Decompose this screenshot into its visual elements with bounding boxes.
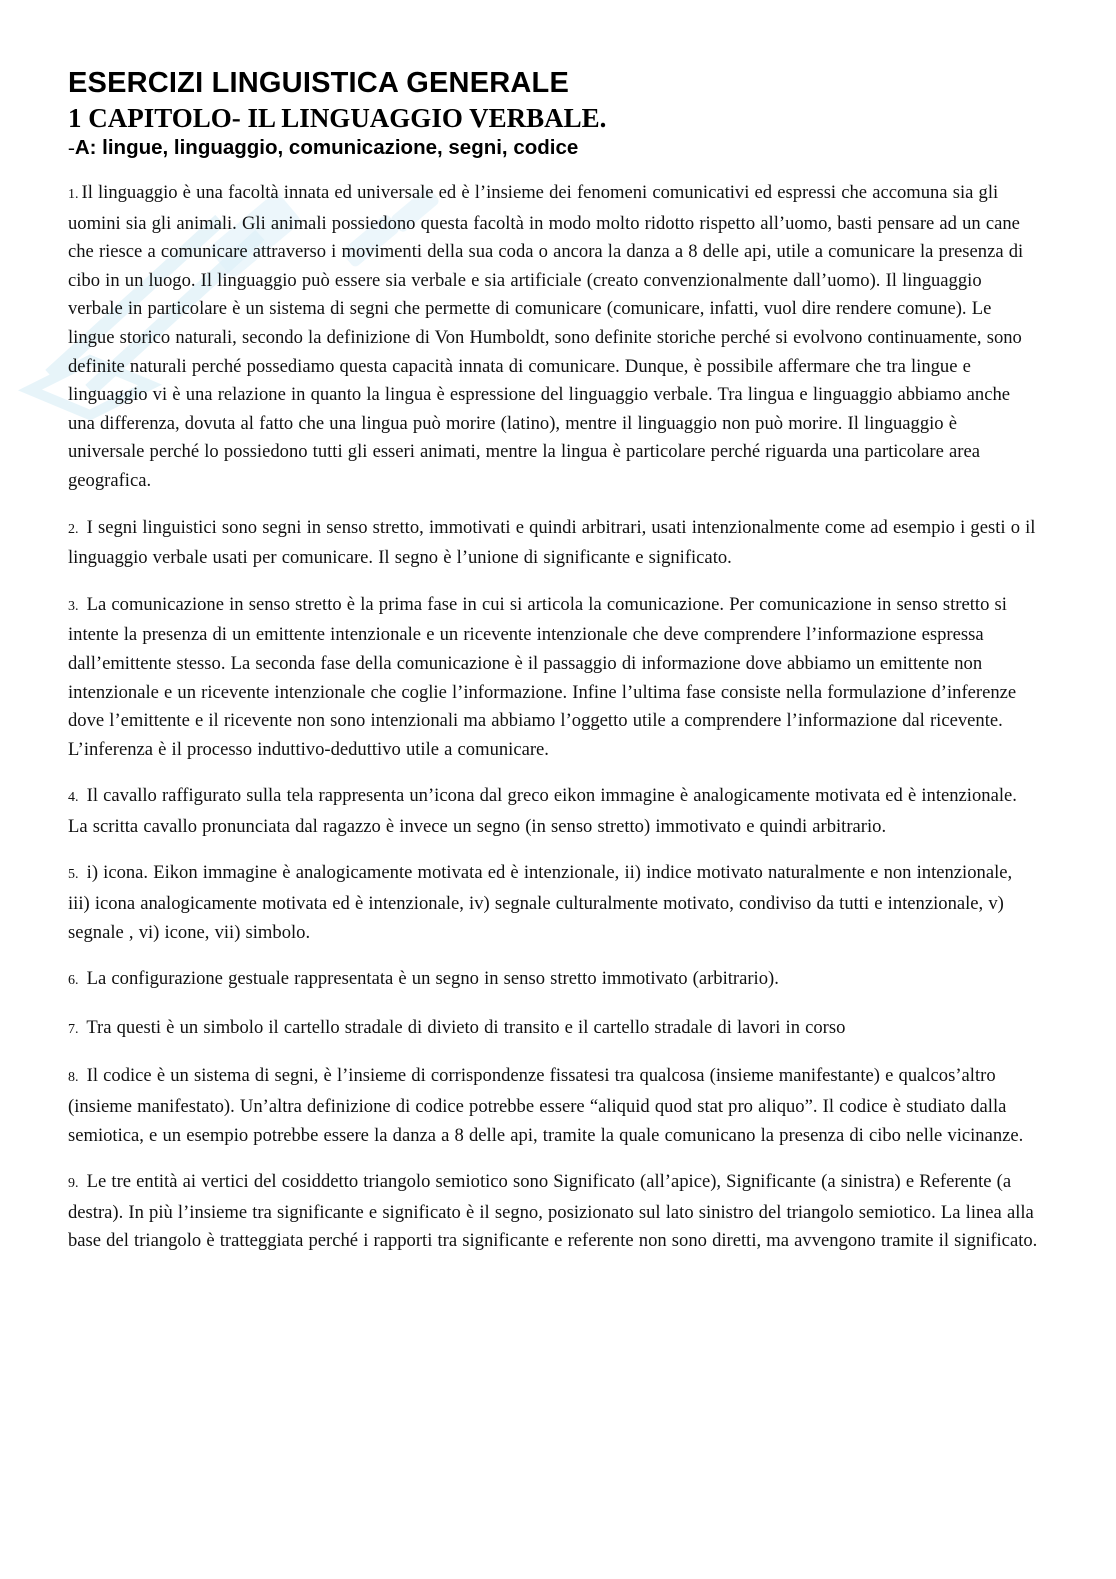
answer-number: 7.: [68, 1021, 79, 1037]
answer-number: 3.: [68, 598, 79, 614]
answer-number: 8.: [68, 1070, 79, 1086]
section-title: [68, 134, 1038, 162]
answer-paragraph: [68, 1014, 1038, 1045]
answer-number: 1.: [68, 187, 79, 202]
answer-text: Le tre entità ai vertici del cosiddetto triangolo semiotico sono Significato (all’apice), Significante (a sinistra) e Referente (a destra). In più l’insieme tra significante e significato è il segno, posizionato sul lato sinistro del triangolo semiotico. La linea alla base del triangolo è tratteggiata perché i rapporti tra significante e referente non sono diretti, ma avvengono tramite il significato.: [68, 1171, 1038, 1252]
chapter-title: 1 CAPITOLO- IL LINGUAGGIO VERBALE.: [68, 103, 607, 133]
answer-text: Il linguaggio è una facoltà innata ed universale ed è l’insieme dei fenomeni comunicativi ed espressi che accomuna sia gli uomini sia gli animali. Gli animali possiedono questa facoltà in modo molto ridotto rispetto all’uomo, basti pensare ad un cane che riesce a comunicare attraverso i movimenti della sua coda o ancora la danza a 8 delle api, utile a comunicare la presenza di cibo in un luogo. Il linguaggio può essere sia verbale e sia artificiale (creato convenzionalmente dall’uomo). Il linguaggio verbale in particolare è un sistema di segni che permette di comunicare (comunicare, infatti, vuol dire rendere comune). Le lingue storico naturali, secondo la definizione di Von Humboldt, sono definite storiche perché si evolvono continuamente, sono definite naturali perché possediamo questa capacità innata di comunicare. Dunque, è possibile affermare che tra lingue e linguaggio vi è una relazione in quanto la lingua è espressione del linguaggio verbale. Tra lingua e linguaggio abbiamo anche una differenza, dovuta al fatto che una lingua può morire (latino), mentre il linguaggio non può morire. Il linguaggio è universale perché lo possiedono tutti gli esseri animati, mentre la lingua è particolare perché riguarda una particolare area geografica.: [68, 182, 1024, 491]
answer-number: 4.: [68, 790, 79, 806]
answer-paragraph: [68, 965, 1038, 996]
answer-paragraph: [68, 1062, 1038, 1150]
answer-text: La comunicazione in senso stretto è la prima fase in cui si articola la comunicazione. Per comunicazione in senso stretto si intente la presenza di un emittente intenzionale e un ricevente intenzionale che deve comprendere l’informazione espressa dall’emittente stesso. La seconda fase della comunicazione è il passaggio di informazione dove abbiamo un emittente non intenzionale e un ricevente intenzionale che coglie l’informazione. Infine l’ultima fase consiste nella formulazione d’inferenze dove l’emittente e il ricevente non sono intenzionali ma abbiamo l’oggetto utile a comprendere l’informazione dal ricevente. L’inferenza è il processo induttivo-deduttivo utile a comunicare.: [68, 593, 1017, 760]
answer-paragraph: [68, 179, 1038, 496]
document-body: [68, 66, 1038, 1274]
answer-text: La configurazione gestuale rappresentata è un segno in senso stretto immotivato (arbitrario).: [86, 968, 779, 990]
answer-text: I segni linguistici sono segni in senso stretto, immotivati e quindi arbitrari, usati intenzionalmente come ad esempio i gesti o il linguaggio verbale usati per comunicare. Il segno è l’unione di significante e significato.: [68, 516, 1036, 569]
answer-number: 2.: [68, 521, 79, 537]
answer-number: 6.: [68, 973, 79, 989]
section-title-text: A: lingue, linguaggio, comunicazione, segni, codice: [74, 136, 579, 159]
answer-text: Tra questi è un simbolo il cartello stradale di divieto di transito e il cartello stradale di lavori in corso: [86, 1016, 846, 1038]
answer-paragraph: [68, 859, 1038, 947]
answer-paragraph: [68, 1168, 1038, 1256]
answer-paragraph: [68, 591, 1038, 765]
answer-paragraph: [68, 782, 1038, 841]
answer-number: 5.: [68, 867, 79, 883]
answer-paragraph: [68, 514, 1038, 573]
section-prefix: -: [68, 137, 75, 159]
document-title: ESERCIZI LINGUISTICA GENERALE: [68, 67, 569, 99]
answer-text: i) icona. Eikon immagine è analogicamente motivata ed è intenzionale, ii) indice motivato naturalmente e non intenzionale, iii) icona analogicamente motivata ed è intenzionale, iv) segnale culturalmente motivato, condiviso da tutti e intenzionale, v) segnale , vi) icone, vii) simbolo.: [68, 862, 1013, 943]
answer-text: Il cavallo raffigurato sulla tela rappresenta un’icona dal greco eikon immagine è analogicamente motivata ed è intenzionale. La scritta cavallo pronunciata dal ragazzo è invece un segno (in senso stretto) immotivato e quindi arbitrario.: [68, 785, 1017, 837]
answer-text: Il codice è un sistema di segni, è l’insieme di corrispondenze fissatesi tra qualcosa (insieme manifestante) e qualcos’altro (insieme manifestato). Un’altra definizione di codice potrebbe essere “aliquid quod stat pro aliquo”. Il codice è studiato dalla semiotica, e un esempio potrebbe essere la danza a 8 delle api, tramite la quale comunicano la presenza di cibo nelle vicinanze.: [68, 1065, 1024, 1146]
answer-number: 9.: [68, 1176, 79, 1192]
